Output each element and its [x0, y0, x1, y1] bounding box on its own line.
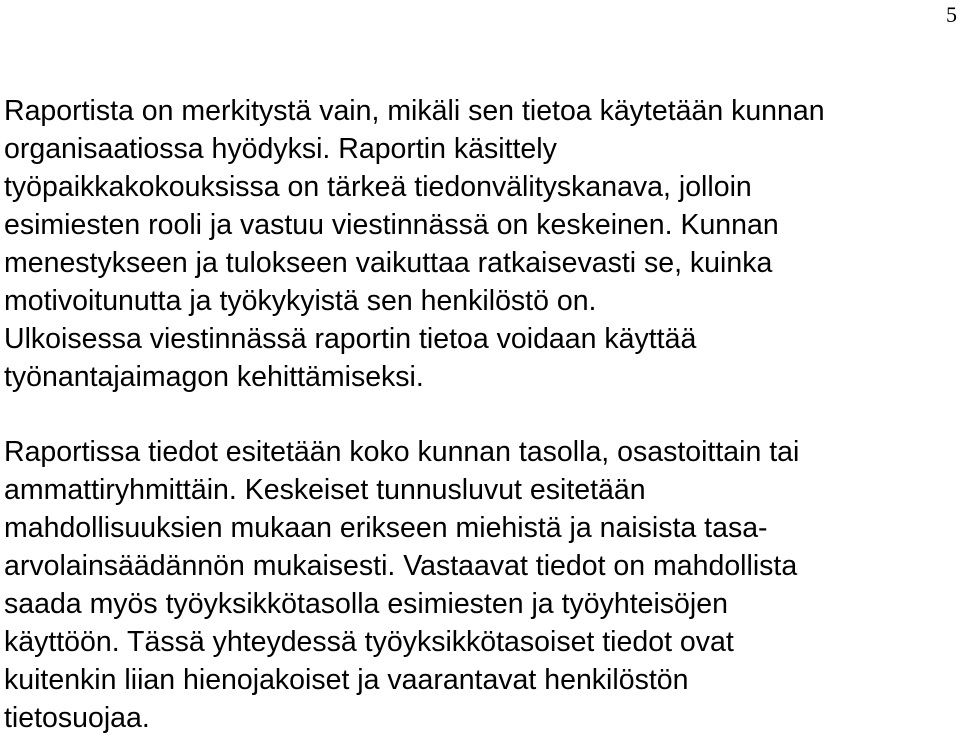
text-line: Raportissa tiedot esitetään koko kunnan tasolla, osastoittain tai — [4, 436, 800, 468]
paragraph-reporting-levels — [4, 433, 799, 737]
text-line: arvolainsäädännön mukaisesti. Vastaavat tiedot on mahdollista — [4, 550, 798, 582]
text-line: käyttöön. Tässä yhteydessä työyksikkötasoiset tiedot ovat — [4, 626, 734, 658]
text-line: Raportista on merkitystä vain, mikäli sen tietoa käytetään kunnan — [4, 95, 825, 127]
text-line: esimiesten rooli ja vastuu viestinnässä on keskeinen. Kunnan — [4, 209, 779, 241]
paragraph-intro — [4, 92, 825, 396]
text-line: saada myös työyksikkötasolla esimiesten ja työyhteisöjen — [4, 588, 728, 620]
text-line: organisaatiossa hyödyksi. Raportin käsittely — [4, 133, 557, 165]
text-line: mahdollisuuksien mukaan erikseen miehistä ja naisista tasa- — [4, 512, 768, 544]
text-line: työnantajaimagon kehittämiseksi. — [4, 361, 424, 393]
text-line: Ulkoisessa viestinnässä raportin tietoa voidaan käyttää — [4, 323, 697, 355]
text-line: työpaikkakokouksissa on tärkeä tiedonvälityskanava, jolloin — [4, 171, 752, 203]
page-number: 5 — [946, 2, 957, 27]
text-line: ammattiryhmittäin. Keskeiset tunnusluvut esitetään — [4, 474, 646, 506]
text-line: menestykseen ja tulokseen vaikuttaa ratkaisevasti se, kuinka — [4, 247, 773, 279]
text-line: motivoitunutta ja työkykyistä sen henkilöstö on. — [4, 285, 597, 317]
text-line: tietosuojaa. — [4, 702, 150, 734]
text-line: kuitenkin liian hienojakoiset ja vaarantavat henkilöstön — [4, 664, 689, 696]
